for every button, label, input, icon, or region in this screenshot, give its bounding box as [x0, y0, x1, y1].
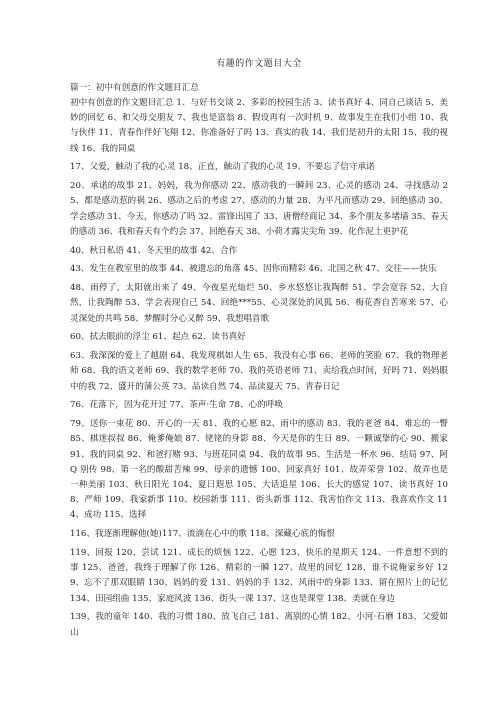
- paragraph: 60、拭去眼前的浮尘 61、起点 62、读书真好: [70, 332, 246, 343]
- paragraph: 43、发生在教室里的故事 44、被遗忘的角落 45、因你而精彩 46、北国之秋 47、交往——快乐: [70, 264, 437, 275]
- paragraph: 20、承诺的故事 21、妈妈，我为你感动 22、感动我的一瞬间 23、心灵的感动 24、寻找感动 25、都是感动惹的祸 26、感动之后的考虑 27、感动的力量 28、为平凡而感动 29、回绝感动 30、学会感动 31、今天，你感动了吗 32、雷锋出国了 33、唐僧经商记 34、多个朋友多堵墙 35、春天的感动 36、我和春天有个约会 37、回绝春天 38、小荷才露尖尖角 39、化作泥土更护花: [70, 181, 448, 237]
- paragraph: 119、回报 120、尝试 121、成长的烦恼 122、心愿 123、快乐的星期天 124、一件意想不到的事 125、爸爸，我终于理解了你 126、精彩的一瞬 127、故里的回忆 128、谁不说俺家乡好 129、忘不了那双眼睛 130、妈妈的爱 131、妈妈的手 132、风雨中的身影 133、留在照片上的记忆 134、田园组曲 135、家庭风波 136、街头一课 137、这也是课堂 138、美就在身边: [70, 548, 448, 604]
- page-title: 有趣的作文题目大全: [216, 59, 302, 69]
- paragraph: 40、秋日私语 41、冬天里的故事 42、合作: [70, 245, 238, 256]
- paragraph: 79、送你一束花 80、开心的一天 81、我的心愿 82、雨中的感动 83、我的老爸 84、难忘的一瞥 85、棋迷叔叔 86、俺爹俺娘 87、铑铑的身影 88、今天是你的生日 89、一颗诚挚的心 90、搬家 91、我的同桌 92、和爸打赌 93、与班花同桌 94、我的故事 95、生活是一杯水 96、结局 97、阿 Q 别传 98、第一名的酸甜苦辣 99、母亲的遗憾 100、回家真好 101、故弄荣誉 102、故弄也是一种美丽 103、秋日阳光 104、夏日遐思 105、大话追星 106、长大的感觉 107、读书真好 108、严师 109、我家新事 110、校园新事 111、街头新事 112、我害怕作文 113、我喜欢作文 114、成功 115、选择: [70, 419, 448, 521]
- section-heading: 篇一：初中有创意的作文题目汇总: [70, 83, 199, 93]
- paragraph: 初中有创意的作文题目汇总 1、与好书交谈 2、多彩的校园生活 3、读书真好 4、同自己谈话 5、美妙的回忆 6、和父母交朋友 7、我也是富翁 8、假设再有一次时机 9、故事发生在我们小组 10、我与伙伴 11、青春作伴好飞翔 12、你准备好了吗 13、真实的我 14、我们是初升的太阳 15、我的视线 16、我的同桌: [70, 98, 448, 154]
- paragraph: 139、我的童年 140、我的习惯 180、放飞自己 181、离别的心情 182、小河·石磨 183、父爱如山: [70, 612, 448, 638]
- paragraph: 63、我深深的爱上了越剧 64、我发现棋如人生 65、我没有心事 66、老师的笑脸 67、我的物理老师 68、我的语文老师 69、我的数学老师 70、我的英语老师 71、卖给我点时间，好吗 71、妈妈眼中的我 72、盛开的蒲公英 73、品读自然 74、品读夏天 75、青春日记: [70, 351, 448, 392]
- paragraph: 48、雨停了，太阳就出来了 49、今夜星光灿烂 50、乡水悠悠让我陶醉 51、学会宽容 52、大自然，让我陶醉 53、学会表现自己 54、回绝***55、心灵深处的风狐 56、梅花香自苦寒来 57、心灵深处的共鸣 58、梦醒时分心又醉 59、我想唱首歌: [70, 283, 448, 324]
- paragraph: 116、我逐渐理解他(她)117、流淌在心中的歌 118、深藏心底的悔恨: [70, 529, 335, 540]
- paragraph: 17、父爱，触动了我的心灵 18、正直，触动了我的心灵 19、不要忘了信守承诺: [70, 162, 375, 173]
- paragraph: 76、花落下，因为花开过 77、茶声·生命 78、心的呼唤: [70, 400, 283, 411]
